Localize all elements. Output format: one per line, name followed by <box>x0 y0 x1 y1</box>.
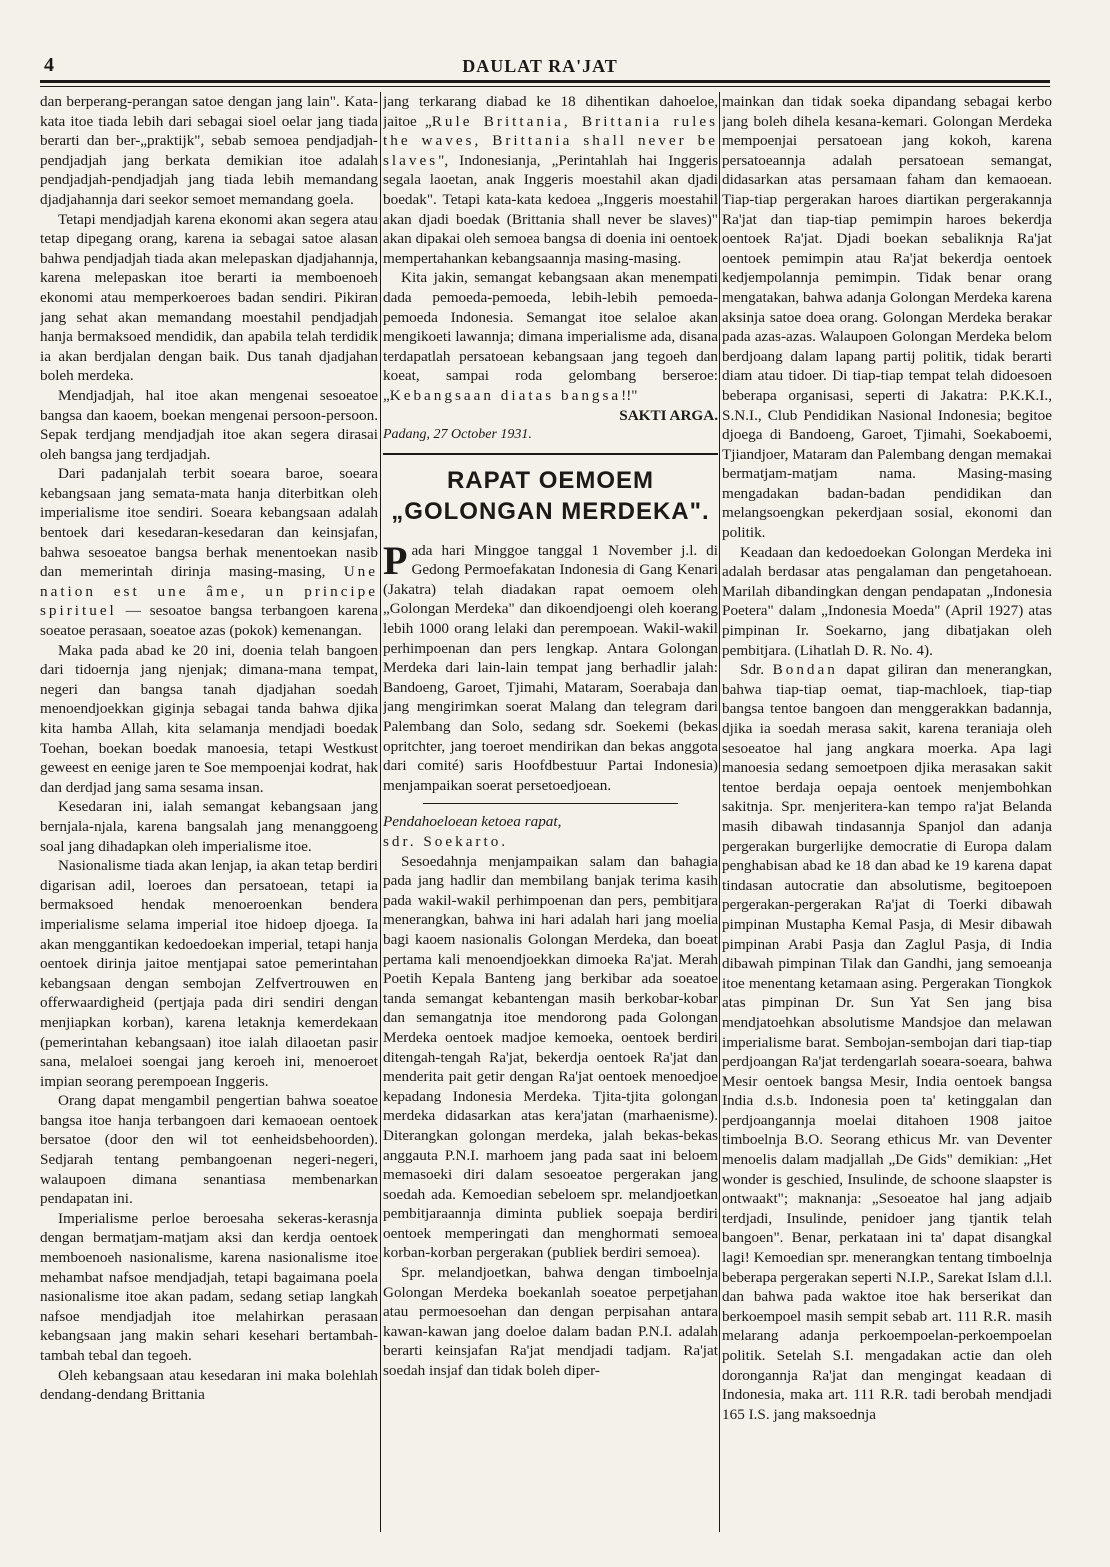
speaker-name: sdr. Soekarto. <box>383 833 509 850</box>
column-divider <box>719 92 720 1532</box>
masthead: DAULAT RA'JAT <box>462 56 618 76</box>
paragraph: Kesedaran ini, ialah semangat kebangsaan jang bernjala-njala, karena bangsalah jang menanggoeng soal jang dihadapkan oleh imperialisme itoe. <box>40 798 378 855</box>
header-rule <box>40 80 1050 83</box>
paragraph: Tetapi mendjadjah karena ekonomi akan segera atau tetap dipegang orang, karena ia sebagai satoe alasan bahwa pendjadjah tiada akan melepaskan djadjahannja, karena melepaskan itoe berarti ia memboenoeh ekonomi atau memperkoeroes badan sendiri. Pikiran jang sehat akan memandang moestahil pendjadjah hanja bermaksoed mendidik, dan apabila telah terdidik ia akan berdjalan dengan baik. Dus tanah djadjahan boleh merdeka. <box>40 210 378 385</box>
text-run: Dari padanjalah terbit soeara baroe, soeara kebangsaan jang semata-mata hanja diterbitkan oleh imperialisme itoe sendiri. Soeara kebangsaan adalah bentoek dari kesedaran-kesedaran dan keinsjafan, bahwa sesoeatoe bangsa berhak menentoekan nasib dan memerintah dirinja masing-masing, <box>40 465 378 581</box>
paragraph: Nasionalisme tiada akan lenjap, ia akan tetap berdiri digarisan adil, loeroes dan persatoean, tetapi ia bermaksoed hendak menoeroenkan bendera imperialisme selama imperial itoe hidoep djoega. Ia akan menggantikan kedoedoekan imperial, tetapi hanja oentoek dirinja jaitoe mentjapai satoe pemerintahan kebangsaan dengan sembojan Zelfvertrouwen en offerwaardigheid (pertjaja pada diri sendiri dengan menjiapkan korban), karena letaknja kemerdekaan (pemerintahan kebangsaan) itoe ialah dilaoetan pasir sana, melaloei soengai jang keroeh ini, menoeroet impian seorang perempoean Inggeris. <box>40 857 378 1090</box>
paragraph: Keadaan dan kedoedoekan Golongan Merdeka ini adalah berdasar atas pengalaman dan pengetahoean. Marilah dibandingkan dengan pendapatan „Indonesia Poetera" dalam „Indonesia Moeda" (April 1927) atas pimpinan Ir. Soekarno, jang dibatjakan oleh pembitjara. (Lihatlah D. R. No. 4). <box>722 543 1052 659</box>
paragraph: mainkan dan tidak soeka dipandang sebagai kerbo jang boleh dihela kesana-kemari. Golongan Merdeka mempoenjai persatoean jang kokoh, karena persatoeannja adalah persatoean semangat, didasarkan atas persamaan faham dan kemaoean. Tiap-tiap pergerakan haroes diartikan pergerakannja Ra'jat dan tiap-tiap pemimpin haroes bekerdja oentoek Ra'jat. Djadi boekan sebaliknja Ra'jat oentoek pemimpin atau Ra'jat bekerdja oentoek kedjempolannja pemimpin. Tidak benar orang mengatakan, bahwa adanja Golongan Merdeka karena aksinja satoe doea orang. Golongan Merdeka berakar pada azas-azas. Walaupoen Golongan Merdeka belom berdjoang dalam lapang partij politik, tidak berarti diam atau tidoer. Di tiap-tiap tempat telah didoesoen beberapa organisasi, seperti di Jakatra: P.K.K.I., S.N.I., Club Pendidikan Nasional Indonesia; begitoe djoega di Bandoeng, Garoet, Tjimahi, Soekaboemi, Tjiandjoer, Mataram dan Palembang dengan memakai bermatjam-matjam nama. Masing-masing mengadakan badan-badan pendidikan dan melangsoengkan pekerdjaan sosial, ekonomi dan politik. <box>722 93 1052 542</box>
spaced-quote: Rule Brittania, Brittania rules the waves, Brittania shall never be slaves <box>383 112 718 169</box>
text-run: ada hari Minggoe tanggal 1 November j.l. di Gedong Permoefakatan Indonesia di Gang Kenari (Jakatra) telah diadakan rapat oemoem oleh „Golongan Merdeka" dan dikoendjoengi oleh koerang lebih 1000 orang lelaki dan perempoean. Wakil-wakil perhimpoenan dan pers lengkap. Antara Golongan Merdeka dari lain-lain tempat jang berhadlir jalah: Bandoeng, Garoet, Tjimahi, Mataram, Soerabaja dan jang mengirimkan soerat Malang dan telegram dari Palembang dan Solo, sedang sdr. Soekemi (bekas opritchter, jang toeroet mendirikan dan bekas anggota dari comité) saris Hoofdbestuur Partai Indonesia) menjampaikan soerat persetoedjoean. <box>383 541 718 794</box>
paragraph: Spr. melandjoetkan, bahwa dengan timboelnja Golongan Merdeka boekanlah soeatoe perpetjahan atau permoesoehan dan dengan perpisahan antara kawan-kawan jang doeloe dalam badan P.N.I. adalah berarti keinsjafan Ra'jat mendjadi tadjam. Ra'jat soedah insjaf dan tidak boleh diper- <box>383 1264 718 1380</box>
spaced-quote: Une nation est une âme, un principe spirituel <box>40 563 378 620</box>
headline-line-1: RAPAT OEMOEM <box>446 466 655 494</box>
section-divider <box>423 803 678 804</box>
paragraph: Mendjadjah, hal itoe akan mengenai sesoeatoe bangsa dan kaoem, boekan mengenai persoon-persoon. Sepak terdjang mendjadjah itoe akan segera dirasai oleh bangsa jang terdjadjah. <box>40 386 378 463</box>
dateline: Padang, 27 October 1931. <box>383 427 532 443</box>
column-divider <box>380 92 381 1532</box>
article-separator <box>383 453 718 455</box>
paragraph <box>722 660 1052 1424</box>
article-headline <box>383 465 718 527</box>
drop-cap: P <box>383 537 408 583</box>
column-3 <box>722 92 1052 1532</box>
speaker-name: Bondan <box>772 661 838 679</box>
column-2 <box>383 92 718 1532</box>
paragraph: Sesoedahnja menjampaikan salam dan bahagia pada jang hadlir dan membilang banjak terima kasih pada wakil-wakil perhimpoenan dan pers, pembitjara menerangkan, bahwa ini hari adalah hari jang moelia bagi kaoem nasionalis Golongan Merdeka, dan boeat pertama kali menoendjoekkan dimoeka Ra'jat. Merah Poetih Kepala Banteng jang berkibar ada soeatoe tanda semangat kebantengan masih berkobar-kobar dan semangatnja itoe mendorong pada Golongan Merdeka oentoek madjoe kemoeka, oentoek berdiri ditengah-tengah Ra'jat, bekerdja oentoek Ra'jat dan menderita pait getir dengan Ra'jat oentoek menoedjoe kepadang Indonesia Merdeka. Tjita-tjita golongan merdeka didasarkan atas kera'jatan (marhaenisme). Diterangkan golongan merdeka, jalah bekas-bekas anggauta P.N.I. marhoem jang pada saat ini beloem memasoeki diri dalam sesoeatoe pergerakan jang soedah ada. Kemoedian sebeloem spr. melandjoetkan pembitjaraannja diminta publiek soepaja berdiri oentoek memperingati dan menghormati semoea korban-korban pergerakan (publiek berdiri semoea). <box>383 852 718 1262</box>
paragraph: Oleh kebangsaan atau kesedaran ini maka bolehlah dendang-dendang Brittania <box>40 1366 378 1404</box>
paragraph <box>383 537 718 796</box>
headline-line-2: „GOLONGAN MERDEKA". <box>391 497 710 525</box>
paragraph: Maka pada abad ke 20 ini, doenia telah bangoen dari tidoernja jang njenjak; dimana-mana tempat, negeri dan bangsa tanah djadjahan soedah menoendjoekkan giginja sebagai tanda bahwa djika kita hamba Allah, kita selamanja mendjadi boedak Toehan, boekan boedak manoesia, tetapi Westkust geweest en eenige jaren te Soe mempoenjai kodrat, hak dan derdjad jang sama sesama insan. <box>40 641 378 796</box>
text-run: jang terkarang diabad ke 18 dihentikan dahoeloe, jaitoe „ <box>383 93 718 130</box>
text-run: !!" <box>621 386 638 404</box>
paragraph: dan berperang-perangan satoe dengan jang lain". Kata-kata itoe tiada lebih dari sebagai sioel oelar jang tiada berarti dan ber-„praktijk", sebab semoea pendjadjah-pendjadjah jang berkata demikian itoe adalah pendjadjah-pendjadjah jang tiada lebih memandang djadjahannja dari seekor semoet memandang goela. <box>40 93 378 208</box>
subheading: Pendahoeloean ketoea rapat, <box>383 813 562 831</box>
paragraph: Orang dapat mengambil pengertian bahwa soeatoe bangsa itoe hanja terbangoen dari kemaoean oentoek bersatoe (door den wil tot eenheidsbehoorden). Sedjarah tentang pembangoenan negeri-negeri, walaupoen dimana senantiasa membenarkan pendapatan ini. <box>40 1092 378 1208</box>
author-signature: SAKTI ARGA. <box>619 406 718 424</box>
header-rule-thin <box>40 86 1050 87</box>
paragraph <box>383 268 718 405</box>
text-run: Kita jakin, semangat kebangsaan akan menempati dada pemoeda-pemoeda, lebih-lebih pemoeda-pemoeda Indonesia. Semangat itoe selaloe akan mengikoeti lawannja; dimana imperialisme ada, disana terdapatlah persatoean kebangsaan jang tegoeh dan koeat, sampai roda gelombang berseroe: „ <box>383 269 718 404</box>
text-run: dapat giliran dan menerangkan, bahwa tiap-tiap oemat, tiap-machloek, tiap-tiap bangsa tentoe bangoen dan menggerakkan badannja, djika ia soedah merasa sakit, karena teraniaja oleh sesoeatoe hal jang angkara moerka. Apa lagi manoesia sedang semoetpoen djika merasakan sakit tentoe berdaja oepaja oentoek menjembohkan sakitnja. Spr. menjeritera-kan tempo ra'jat Belanda masih dibawah tindasannja Spanjol dan adanja pergerakan burgerlijke democratie di Europa dalam penghabisan abad ke 18 dan abad ke 19 karena dapat tindasan autocratie dan absolutisme, begitoepoen pergerakan-pergerakan Ra'jat di Toerki dibawah pimpinan Mustapha Kemal Pasja, di Mesir dibawah pimpinan Arabi Pasja dan Zaglul Pasja, di India dibawah pimpinan Tilak dan Gandhi, jang semoeanja itoe menentang ketamaan asing. Pergerakan Tiongkok atas pimpinan Dr. Sun Yat Sen jang bisa mendjatoehkan absolutisme Mandsjoe dan melawan imperialisme barat. Sembojan-sembojan dari tiap-tiap perdjoangan Ra'jat terdengarlah soeara-soeara, bahwa Mesir oentoek bangsa Mesir, India oentoek bangsa India d.s.b. Indonesia poen ta' ketinggalan dan perdjoangannja moelai ditahoen 1908 jaitoe timboelnja B.O. Seorang ethicus Mr. van Deventer menoelis dalam madjallah „De Gids" demikian: „Het wonder is geschied, Insulinde, de schoone slaapster is ontwaakt"; maknanja: „Sesoeatoe hal jang adjaib terdjadi, Insulinde, penidoer jang tjantik telah bangoen". Benar, perkataan ini ta' dapat disangkal lagi! Kemoedian spr. menerangkan tentang timboelnja beberapa pergerakan seperti N.I.P., Sarekat Islam d.l.l. dan bahwa pada waktoe itoe hak berserikat dan berkoempoel masih sempit sebab art. 111 R.R. masih melarang adanja perkoempoelan-perkoempoelan politik. Setelah S.I. mengadakan actie dan oleh dorongannja Ra'jat dan mengingat keadaan di Indonesia, maka art. 111 R.R. tadi berobah mendjadi 165 I.S. jang maksoednja <box>722 661 1052 1423</box>
paragraph: Imperialisme perloe beroesaha sekeras-kerasnja dengan bermatjam-matjam aksi dan kerdja oentoek memboenoeh nasionalisme, karena nasionalisme itoe mehambat nafsoe mendjadjah, tetapi bagaimana poela nasionalisme itoe akan padam, sedang setiap langkah nafsoe mendjadjah itoe melahirkan perasaan kebangsaan jang makin sehari kesehari bertambah-tambah tebal dan tegoeh. <box>40 1209 378 1364</box>
text-run: Sdr. <box>740 661 773 679</box>
text-run: — sesoatoe bangsa terbangoen karena soeatoe perasaan, soeatoe azas (pokok) kemenangan. <box>40 602 378 640</box>
paragraph <box>383 92 718 268</box>
paragraph <box>40 464 378 640</box>
column-1 <box>40 92 378 1532</box>
page-number: 4 <box>44 54 54 76</box>
text-run: ", Indonesianja, „Perintahlah hai Inggeris segala laoetan, anak Inggeris moestahil akan djadi boedak". Tetapi kata-kata kedoea „Inggeris moestahil akan djadi boedak (Brittania shall never be slaves)" akan dipakai oleh semoea bangsa di doenia ini oentoek mempertahankan kebangsaannja masing-masing. <box>383 151 718 267</box>
spaced-quote: Kebangsaan diatas bangsa <box>389 386 622 404</box>
page-header <box>40 52 1040 78</box>
